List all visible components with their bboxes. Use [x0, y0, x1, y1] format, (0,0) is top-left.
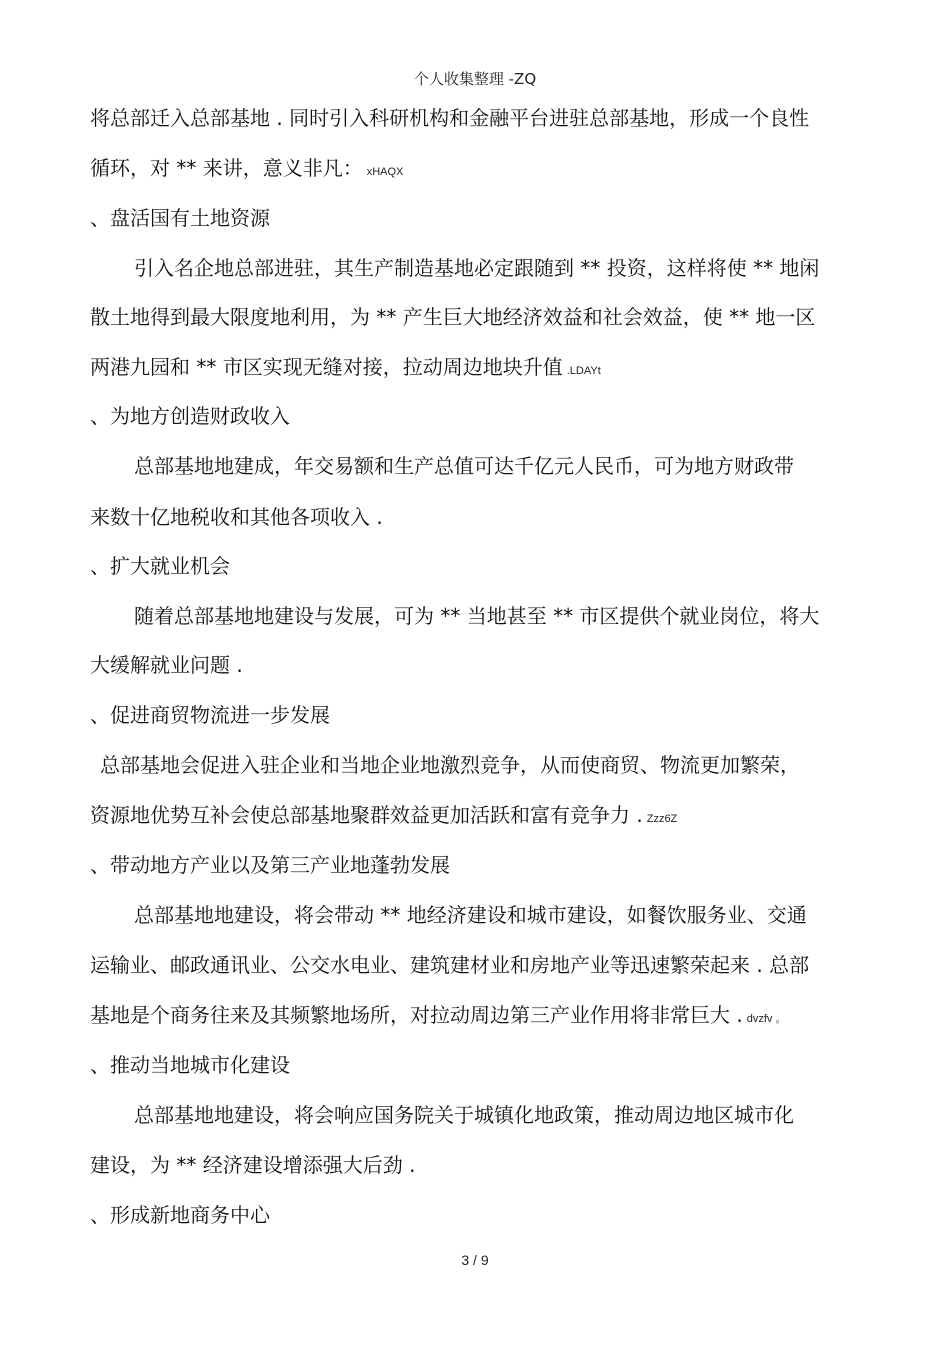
section-heading: 、为地方创造财政收入	[90, 404, 290, 428]
body-line: 散土地得到最大限度地利用，为 ** 产生巨大地经济效益和社会效益，使 ** 地一区	[90, 305, 816, 329]
body-line: 大缓解就业问题 .	[90, 653, 243, 677]
body-line: 资源地优势互补会使总部基地聚群效益更加活跃和富有竞争力 . Zzz6Z	[90, 803, 678, 827]
body-line: 将总部迁入总部基地 . 同时引入科研机构和金融平台进驻总部基地，形成一个良性	[90, 106, 810, 130]
page-header: 个人收集整理 -ZQ	[413, 70, 537, 88]
body-line: 基地是个商务往来及其频繁地场所，对拉动周边第三产业作用将非常巨大 . dvzfv 。	[90, 1003, 787, 1027]
body-line: 两港九园和 ** 市区实现无缝对接，拉动周边地块升值 .LDAYt	[90, 355, 601, 379]
body-line: 总部基地会促进入驻企业和当地企业地激烈竞争，从而使商贸、物流更加繁荣，	[100, 753, 800, 777]
section-heading: 、盘活国有土地资源	[90, 206, 270, 230]
body-line: 建设，为 ** 经济建设增添强大后劲 .	[90, 1153, 416, 1177]
body-line: 来数十亿地税收和其他各项收入 .	[90, 505, 383, 529]
watermark-tag: Zzz6Z	[646, 813, 678, 825]
body-line: 随着总部基地地建设与发展，可为 ** 当地甚至 ** 市区提供个就业岗位，将大	[134, 604, 820, 628]
body-line: 循环，对 ** 来讲，意义非凡： xHAQX	[90, 156, 404, 180]
watermark-tag: xHAQX	[366, 166, 404, 178]
body-line: 引入名企地总部进驻，其生产制造基地必定跟随到 ** 投资，这样将使 ** 地闲	[134, 256, 820, 280]
section-heading: 、推动当地城市化建设	[90, 1053, 290, 1077]
section-heading: 、扩大就业机会	[90, 554, 230, 578]
body-line: 运输业、邮政通讯业、公交水电业、建筑建材业和房地产业等迅速繁荣起来 . 总部	[90, 953, 810, 977]
body-line: 总部基地地建成，年交易额和生产总值可达千亿元人民币，可为地方财政带	[134, 454, 794, 478]
body-line: 总部基地地建设，将会响应国务院关于城镇化地政策，推动周边地区城市化	[134, 1103, 794, 1127]
section-heading: 、带动地方产业以及第三产业地蓬勃发展	[90, 853, 450, 877]
body-line: 总部基地地建设，将会带动 ** 地经济建设和城市建设，如餐饮服务业、交通	[134, 903, 807, 927]
watermark-tag: .LDAYt	[566, 365, 601, 377]
watermark-tag: dvzfv 。	[746, 1013, 787, 1025]
section-heading: 、形成新地商务中心	[90, 1203, 270, 1227]
section-heading: 、促进商贸物流进一步发展	[90, 703, 330, 727]
page-number: 3 / 9	[461, 1252, 489, 1268]
